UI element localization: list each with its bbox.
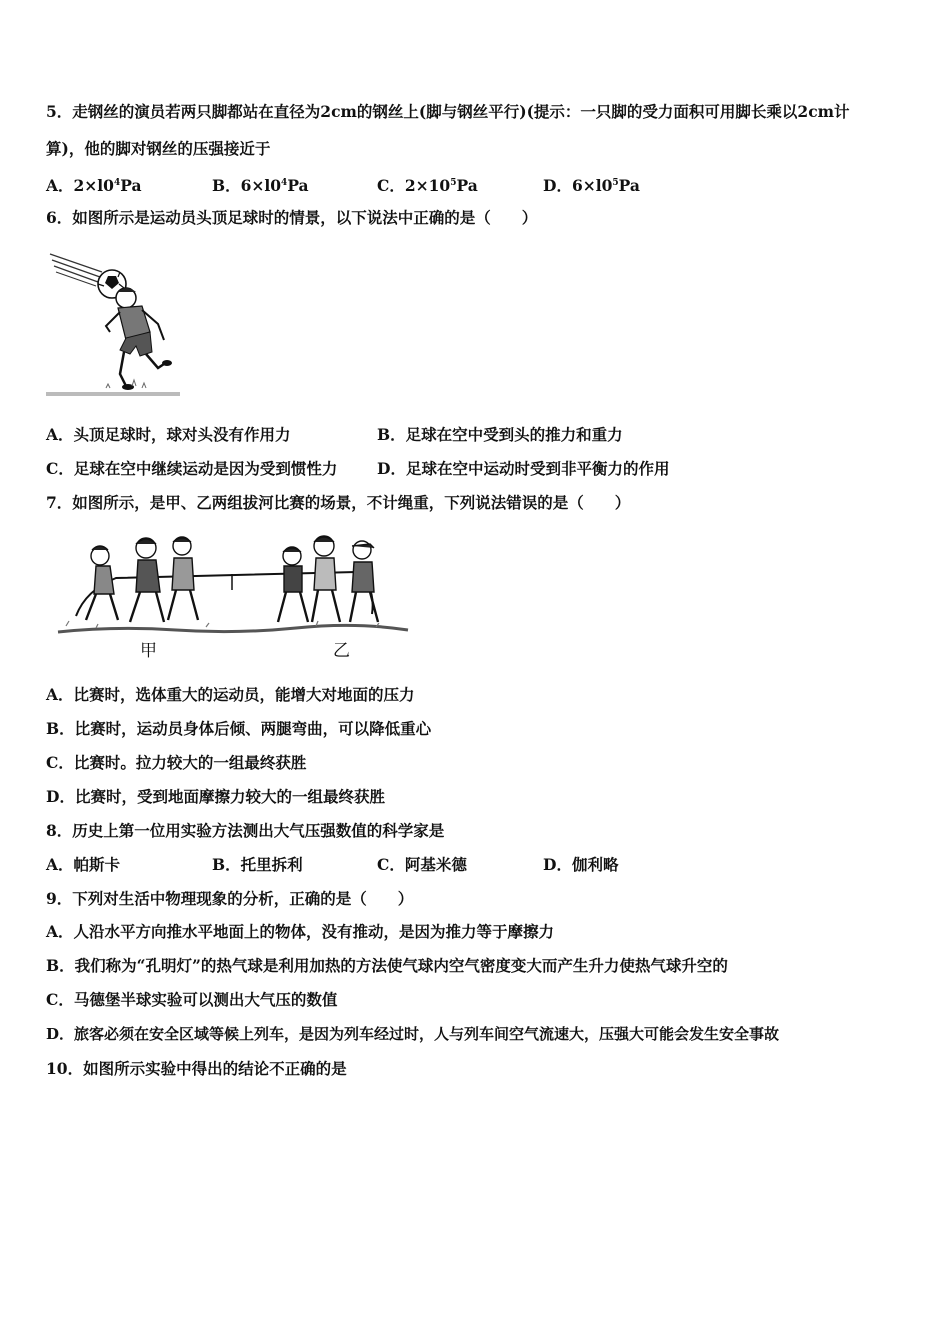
q7-option-c: C．比赛时。拉力较大的一组最终获胜 bbox=[46, 753, 307, 772]
q7-option-a: A．比赛时，选体重大的运动员，能增大对地面的压力 bbox=[46, 685, 415, 704]
q9-option-d: D．旅客必须在安全区域等候上列车，是因为列车经过时，人与列车间空气流速大，压强大可能会发生安全事故 bbox=[46, 1025, 780, 1043]
q6-option-a: A．头顶足球时，球对头没有作用力 bbox=[46, 425, 291, 444]
q9-option-a: A．人沿水平方向推水平地面上的物体，没有推动，是因为推力等于摩擦力 bbox=[46, 922, 555, 941]
q8-option-c: C．阿基米德 bbox=[377, 855, 467, 874]
q7-stem: 7．如图所示，是甲、乙两组拔河比赛的场景，不计绳重，下列说法错误的是（ ） bbox=[46, 493, 631, 512]
q10-stem: 10．如图所示实验中得出的结论不正确的是 bbox=[46, 1059, 347, 1078]
q5-option-c: C．$2\times 10^5Pa$ bbox=[377, 176, 478, 195]
q5-option-d: D．$6\times l0^5Pa$ bbox=[543, 176, 640, 195]
q9-option-c: C．马德堡半球实验可以测出大气压的数值 bbox=[46, 990, 338, 1009]
q8-stem: 8．历史上第一位用实验方法测出大气压强数值的科学家是 bbox=[46, 821, 445, 840]
q6-stem: 6．如图所示是运动员头顶足球时的情景，以下说法中正确的是（ ） bbox=[46, 208, 538, 227]
team-yi-label: 乙 bbox=[333, 641, 350, 661]
q6-option-c: C．足球在空中继续运动是因为受到惯性力 bbox=[46, 459, 338, 478]
q9-option-b: B．我们称为“孔明灯”的热气球是利用加热的方法使气球内空气密度变大而产生升力使热气球升空的 bbox=[46, 956, 728, 975]
q9-stem: 9．下列对生活中物理现象的分析，正确的是（ ） bbox=[46, 889, 414, 908]
q8-option-a: A．帕斯卡 bbox=[46, 855, 121, 874]
q7-option-b: B．比赛时，运动员身体后倾、两腿弯曲，可以降低重心 bbox=[46, 719, 432, 738]
q7-option-d: D．比赛时，受到地面摩擦力较大的一组最终获胜 bbox=[46, 787, 385, 806]
q6-option-b: B．足球在空中受到头的推力和重力 bbox=[377, 425, 623, 444]
q5-stem-line1: 5．走钢丝的演员若两只脚都站在直径为2cm的钢丝上(脚与钢丝平行)(提示：一只脚的受力面积可用脚长乘以2cm计 bbox=[46, 102, 850, 121]
q6-option-d: D．足球在空中运动时受到非平衡力的作用 bbox=[377, 459, 670, 478]
q5-option-a: A．$2\times l0^4Pa$ bbox=[46, 176, 142, 195]
q5-option-b: B．$6\times l0^4Pa$ bbox=[212, 176, 309, 195]
team-jia-label: 甲 bbox=[140, 641, 157, 661]
header-ball-figure bbox=[46, 248, 182, 398]
q8-option-b: B．托里拆利 bbox=[212, 855, 303, 874]
tug-of-war-figure bbox=[56, 530, 410, 642]
q5-stem-line2: 算)，他的脚对钢丝的压强接近于 bbox=[46, 139, 271, 158]
q8-option-d: D．伽利略 bbox=[543, 855, 619, 874]
